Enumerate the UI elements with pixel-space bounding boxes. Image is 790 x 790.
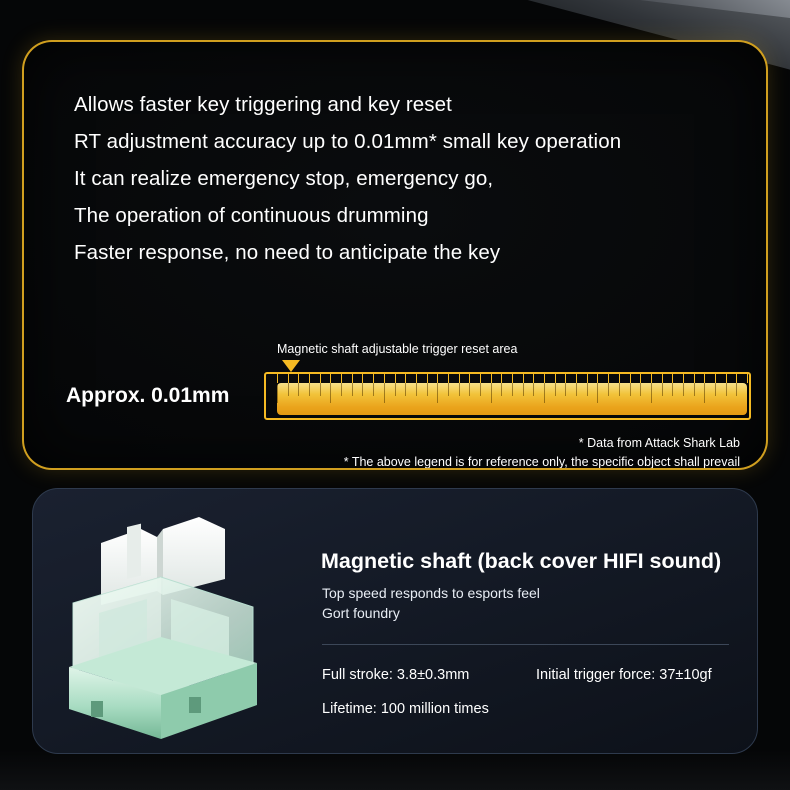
- trigger-reset-ruler: [264, 360, 751, 426]
- footnote-item: * Data from Attack Shark Lab: [578, 436, 740, 450]
- switch-subtitle-2: Gort foundry: [322, 605, 400, 621]
- switch-spec-card: [32, 488, 758, 754]
- magnetic-switch-image: [39, 495, 291, 749]
- ruler-top-ticks: [277, 374, 747, 383]
- spec-lifetime: Lifetime: 100 million times: [322, 701, 489, 717]
- features-card: [22, 40, 768, 470]
- spec-initial-trigger-force: Initial trigger force: 37±10gf: [536, 667, 712, 683]
- feature-item: The operation of continuous drumming: [74, 204, 429, 227]
- ruler-marker-icon: [282, 360, 300, 372]
- ruler-bar-ticks: [277, 383, 747, 415]
- feature-list: [74, 86, 734, 271]
- approx-precision-label: Approx. 0.01mm: [66, 384, 230, 407]
- spec-full-stroke: Full stroke: 3.8±0.3mm: [322, 667, 470, 683]
- ruler-bar: [277, 383, 747, 415]
- feature-item: Faster response, no need to anticipate the key: [74, 241, 501, 264]
- bottom-gradient-decoration: [0, 750, 790, 790]
- section-divider: [322, 644, 729, 645]
- ruler-caption: Magnetic shaft adjustable trigger reset area: [277, 342, 518, 356]
- feature-item: It can realize emergency stop, emergency go,: [74, 167, 494, 190]
- feature-item: RT adjustment accuracy up to 0.01mm* small key operation: [74, 130, 622, 153]
- switch-title: Magnetic shaft (back cover HIFI sound): [321, 549, 722, 573]
- switch-subtitle-1: Top speed responds to esports feel: [322, 585, 540, 601]
- footnote-item: * The above legend is for reference only, the specific object shall prevail: [343, 455, 740, 469]
- footnotes: [344, 434, 740, 470]
- feature-item: Allows faster key triggering and key reset: [74, 93, 452, 116]
